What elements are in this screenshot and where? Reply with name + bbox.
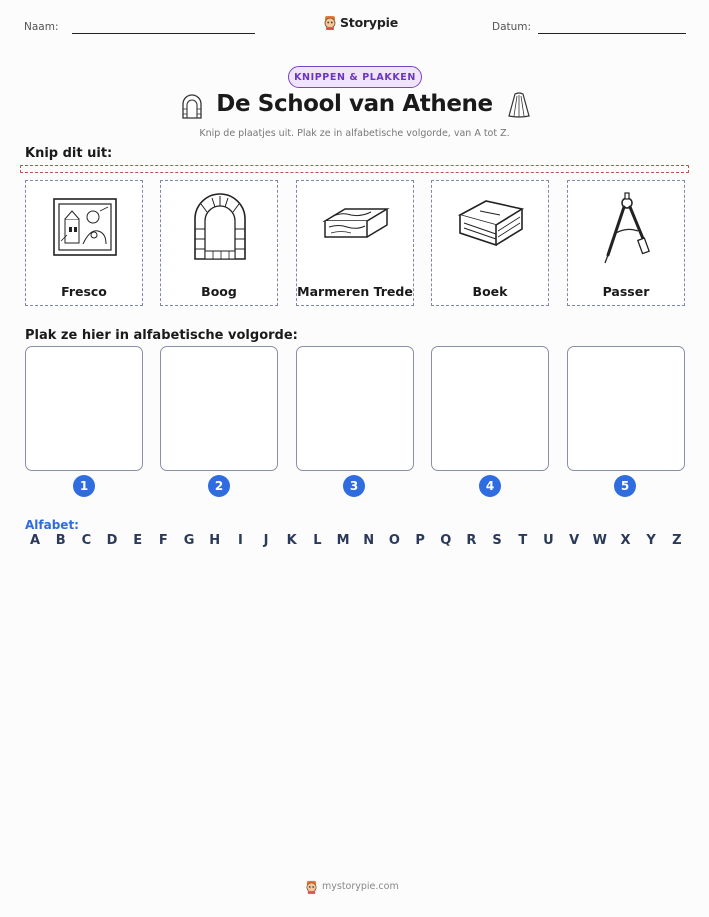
compass-icon — [592, 189, 662, 269]
alphabet-letter: K — [286, 533, 297, 548]
slot-number-1: 1 — [73, 475, 95, 497]
date-write-line[interactable] — [538, 33, 686, 34]
paste-heading: Plak ze hier in alfabetische volgorde: — [25, 328, 298, 343]
card-label: Passer — [602, 284, 650, 299]
date-label: Datum: — [492, 21, 532, 33]
alphabet-letter: P — [415, 533, 425, 548]
alphabet-letter: G — [183, 533, 195, 548]
alphabet-row — [27, 533, 685, 548]
brand-logo — [323, 14, 398, 30]
activity-badge: KNIPPEN & PLAKKEN — [288, 66, 422, 88]
alphabet-letter: A — [29, 533, 41, 548]
alphabet-letter: B — [55, 533, 66, 548]
cut-card-boog[interactable] — [160, 180, 278, 306]
alphabet-letter: V — [569, 533, 580, 548]
paste-slot-4[interactable] — [431, 346, 549, 471]
cut-card-boek[interactable] — [431, 180, 549, 306]
alphabet-label: Alfabet: — [25, 518, 79, 532]
alphabet-letter: R — [466, 533, 477, 548]
alphabet-letter: C — [81, 533, 92, 548]
alphabet-letter: H — [209, 533, 221, 548]
slot-number-2: 2 — [208, 475, 230, 497]
arch-icon — [185, 189, 255, 269]
paste-slot-2[interactable] — [160, 346, 278, 471]
alphabet-letter: Z — [672, 533, 682, 548]
alphabet-letter: L — [313, 533, 322, 548]
footer — [305, 879, 399, 894]
paste-slot-3[interactable] — [296, 346, 414, 471]
alphabet-letter: E — [133, 533, 143, 548]
alphabet-letter: D — [106, 533, 118, 548]
card-label: Fresco — [61, 284, 107, 299]
instructions: Knip de plaatjes uit. Plak ze in alfabetische volgorde, van A tot Z. — [199, 128, 510, 139]
alphabet-letter: F — [158, 533, 168, 548]
alphabet-letter: Y — [646, 533, 656, 548]
marble-step-icon — [311, 189, 401, 269]
card-label: Boek — [472, 284, 508, 299]
alphabet-letter: W — [592, 533, 607, 548]
alphabet-letter: M — [336, 533, 350, 548]
page-title: De School van Athene — [216, 91, 493, 117]
storypie-mascot-icon — [323, 14, 337, 30]
name-label: Naam: — [24, 21, 59, 33]
paste-slot-1[interactable] — [25, 346, 143, 471]
alphabet-letter: O — [388, 533, 400, 548]
alphabet-letter: U — [543, 533, 554, 548]
slot-number-4: 4 — [479, 475, 501, 497]
slot-number-3: 3 — [343, 475, 365, 497]
alphabet-letter: S — [492, 533, 502, 548]
title-robe-icon — [505, 91, 533, 119]
alphabet-letter: I — [237, 533, 243, 548]
alphabet-letter: J — [263, 533, 269, 548]
cut-line — [20, 165, 689, 173]
cut-heading: Knip dit uit: — [25, 146, 113, 161]
alphabet-letter: Q — [440, 533, 452, 548]
name-write-line[interactable] — [72, 33, 255, 34]
slot-number-5: 5 — [614, 475, 636, 497]
storypie-mascot-icon — [305, 879, 318, 894]
book-icon — [446, 189, 536, 269]
paste-slot-5[interactable] — [567, 346, 685, 471]
fresco-icon — [50, 189, 120, 269]
alphabet-letter: N — [363, 533, 375, 548]
card-label: Boog — [201, 284, 237, 299]
alphabet-letter: T — [518, 533, 528, 548]
cut-card-marmeren-trede[interactable] — [296, 180, 414, 306]
footer-site-link[interactable]: mystorypie.com — [322, 881, 399, 892]
cut-card-passer[interactable] — [567, 180, 685, 306]
card-label: Marmeren Trede — [297, 284, 413, 299]
cut-card-fresco[interactable] — [25, 180, 143, 306]
alphabet-letter: X — [620, 533, 631, 548]
brand-name: Storypie — [340, 14, 398, 30]
